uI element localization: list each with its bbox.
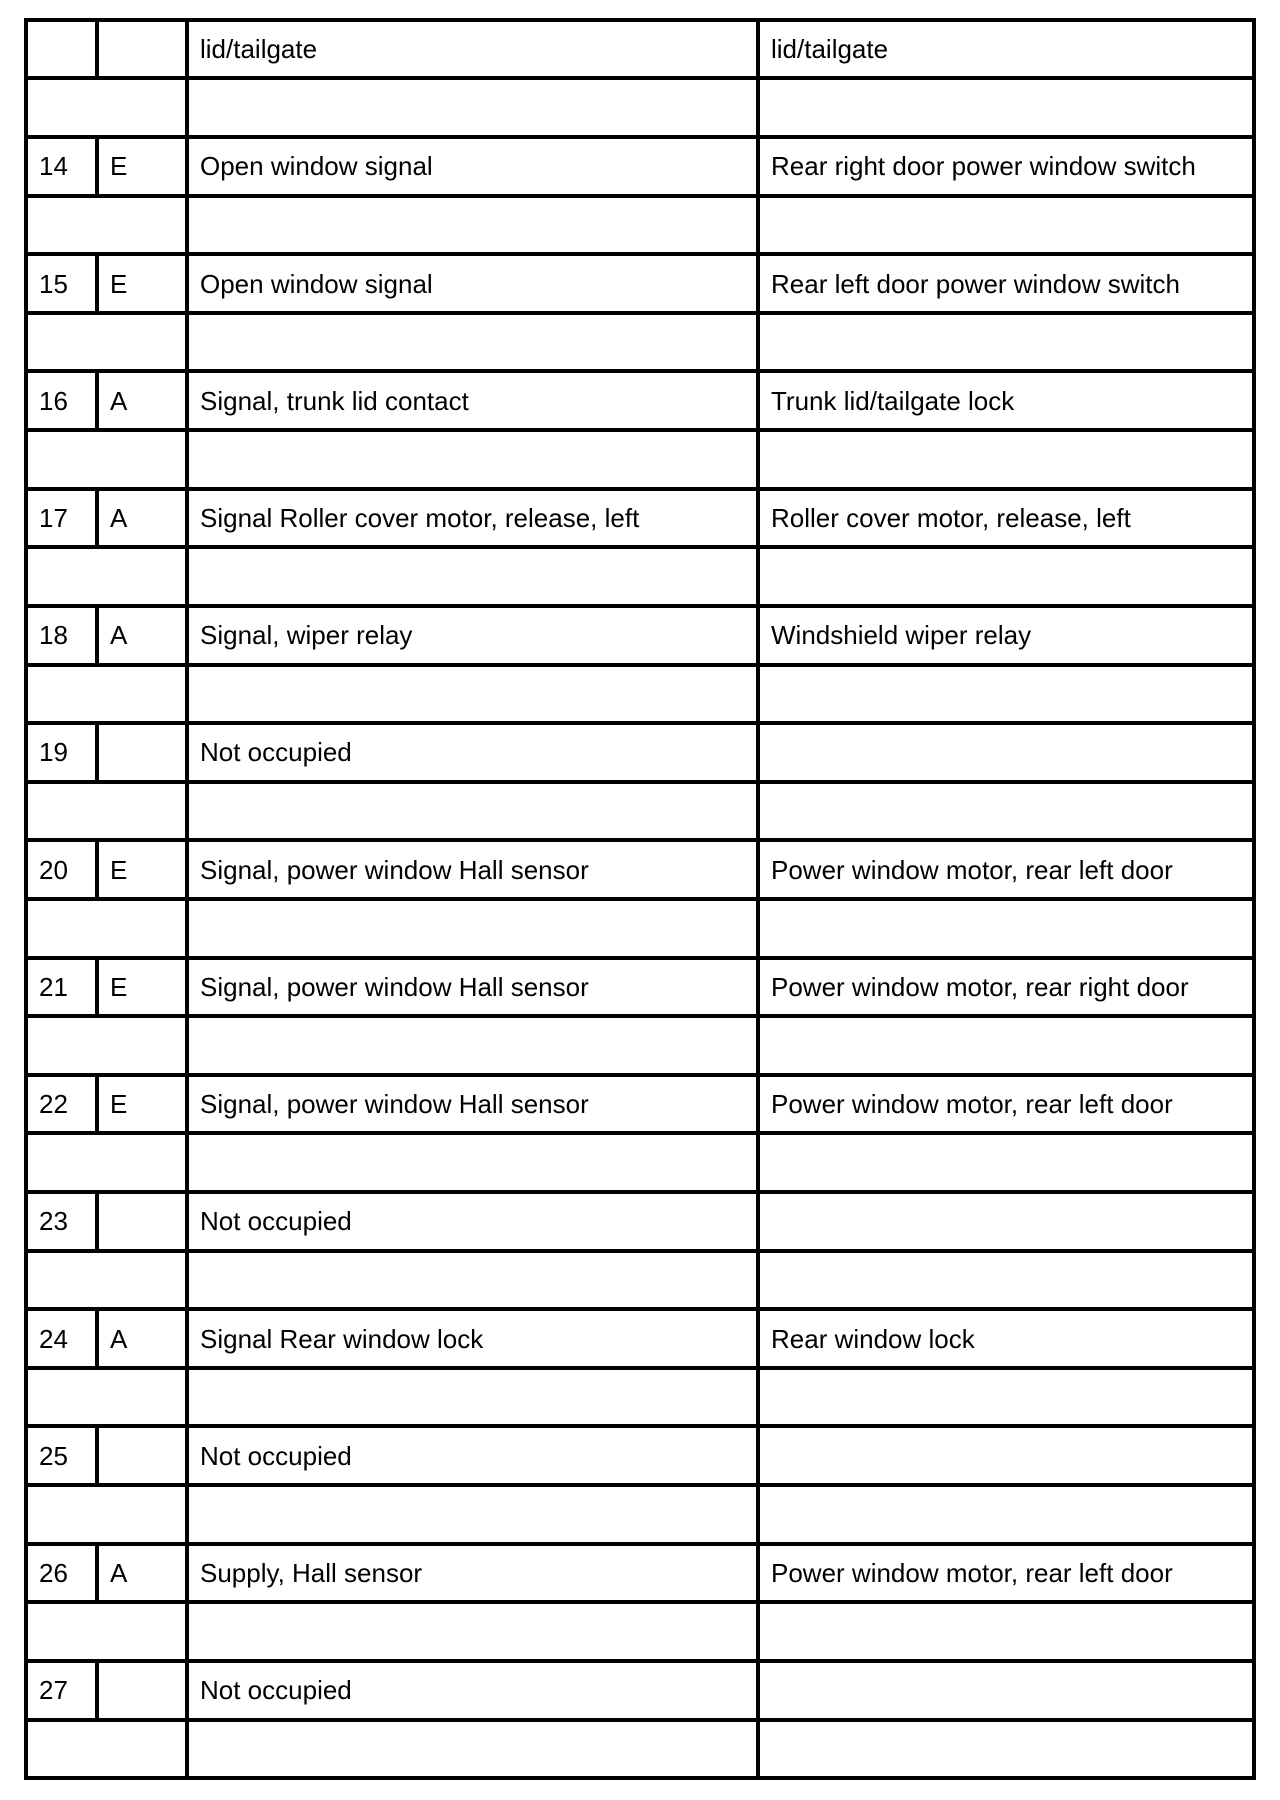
- pin-row: [28, 22, 1252, 78]
- empty-cell: [187, 313, 758, 372]
- spacer-row: [28, 1133, 1252, 1192]
- spacer-row: [28, 899, 1252, 958]
- pin-number-cell: 15: [28, 254, 97, 313]
- pin-number-cell: 18: [28, 606, 97, 665]
- empty-cell: [758, 1368, 1252, 1427]
- component-cell: Power window motor, rear left door: [758, 840, 1252, 899]
- empty-cell: [758, 196, 1252, 255]
- signal-description-cell: Signal Rear window lock: [187, 1309, 758, 1368]
- signal-description-cell: Open window signal: [187, 254, 758, 313]
- empty-cell: [28, 1485, 187, 1544]
- spacer-row: [28, 665, 1252, 724]
- empty-cell: [758, 1602, 1252, 1661]
- signal-direction-cell: [97, 1192, 187, 1251]
- signal-description-cell: lid/tailgate: [187, 22, 758, 78]
- pin-number-cell: 27: [28, 1661, 97, 1720]
- signal-direction-cell: [97, 22, 187, 78]
- signal-direction-cell: [97, 1426, 187, 1485]
- component-cell: Trunk lid/tailgate lock: [758, 371, 1252, 430]
- empty-cell: [758, 313, 1252, 372]
- signal-direction-cell: [97, 723, 187, 782]
- pin-number-cell: 17: [28, 489, 97, 548]
- pin-row: [28, 606, 1252, 665]
- signal-description-cell: Not occupied: [187, 723, 758, 782]
- pin-number-cell: 26: [28, 1544, 97, 1603]
- spacer-row: [28, 1016, 1252, 1075]
- signal-description-cell: Not occupied: [187, 1192, 758, 1251]
- pin-row: [28, 254, 1252, 313]
- pin-row: [28, 137, 1252, 196]
- component-cell: [758, 1192, 1252, 1251]
- pin-row: [28, 1426, 1252, 1485]
- spacer-row: [28, 430, 1252, 489]
- empty-cell: [187, 1720, 758, 1777]
- empty-cell: [28, 313, 187, 372]
- signal-description-cell: Not occupied: [187, 1426, 758, 1485]
- spacer-row: [28, 782, 1252, 841]
- pin-table-body: [28, 22, 1252, 1776]
- signal-direction-cell: A: [97, 1544, 187, 1603]
- pin-number-cell: 24: [28, 1309, 97, 1368]
- pin-row: [28, 371, 1252, 430]
- empty-cell: [28, 899, 187, 958]
- component-cell: Rear window lock: [758, 1309, 1252, 1368]
- spacer-row: [28, 1251, 1252, 1310]
- empty-cell: [187, 196, 758, 255]
- empty-cell: [187, 78, 758, 137]
- pin-number-cell: 22: [28, 1075, 97, 1134]
- component-cell: lid/tailgate: [758, 22, 1252, 78]
- pin-number-cell: 21: [28, 958, 97, 1017]
- spacer-row: [28, 196, 1252, 255]
- empty-cell: [758, 665, 1252, 724]
- pin-row: [28, 489, 1252, 548]
- signal-direction-cell: A: [97, 606, 187, 665]
- empty-cell: [187, 665, 758, 724]
- signal-direction-cell: E: [97, 1075, 187, 1134]
- pin-number-cell: 23: [28, 1192, 97, 1251]
- signal-description-cell: Not occupied: [187, 1661, 758, 1720]
- pin-assignment-table: [28, 22, 1252, 1776]
- empty-cell: [187, 1602, 758, 1661]
- empty-cell: [758, 899, 1252, 958]
- spacer-row: [28, 1602, 1252, 1661]
- signal-description-cell: Signal, power window Hall sensor: [187, 840, 758, 899]
- empty-cell: [187, 1368, 758, 1427]
- pin-row: [28, 1544, 1252, 1603]
- empty-cell: [758, 547, 1252, 606]
- empty-cell: [187, 1485, 758, 1544]
- signal-direction-cell: E: [97, 254, 187, 313]
- component-cell: Windshield wiper relay: [758, 606, 1252, 665]
- empty-cell: [758, 1485, 1252, 1544]
- pin-number-cell: 19: [28, 723, 97, 782]
- pin-number-cell: [28, 22, 97, 78]
- signal-description-cell: Signal Roller cover motor, release, left: [187, 489, 758, 548]
- signal-description-cell: Signal, power window Hall sensor: [187, 1075, 758, 1134]
- empty-cell: [28, 1016, 187, 1075]
- signal-description-cell: Signal, power window Hall sensor: [187, 958, 758, 1017]
- empty-cell: [758, 1016, 1252, 1075]
- empty-cell: [187, 430, 758, 489]
- signal-direction-cell: [97, 1661, 187, 1720]
- spacer-row: [28, 547, 1252, 606]
- component-cell: [758, 723, 1252, 782]
- component-cell: Rear left door power window switch: [758, 254, 1252, 313]
- spacer-row: [28, 313, 1252, 372]
- signal-description-cell: Supply, Hall sensor: [187, 1544, 758, 1603]
- component-cell: [758, 1426, 1252, 1485]
- component-cell: Roller cover motor, release, left: [758, 489, 1252, 548]
- empty-cell: [28, 547, 187, 606]
- empty-cell: [28, 1133, 187, 1192]
- signal-direction-cell: A: [97, 489, 187, 548]
- pin-row: [28, 1075, 1252, 1134]
- empty-cell: [28, 430, 187, 489]
- pin-row: [28, 840, 1252, 899]
- pin-assignment-sheet: [24, 18, 1256, 1780]
- spacer-row: [28, 1720, 1252, 1777]
- empty-cell: [187, 547, 758, 606]
- signal-direction-cell: A: [97, 371, 187, 430]
- empty-cell: [187, 782, 758, 841]
- empty-cell: [28, 1720, 187, 1777]
- empty-cell: [758, 782, 1252, 841]
- empty-cell: [28, 1251, 187, 1310]
- empty-cell: [28, 1368, 187, 1427]
- spacer-row: [28, 78, 1252, 137]
- pin-number-cell: 16: [28, 371, 97, 430]
- empty-cell: [758, 1133, 1252, 1192]
- signal-direction-cell: E: [97, 958, 187, 1017]
- spacer-row: [28, 1485, 1252, 1544]
- pin-number-cell: 14: [28, 137, 97, 196]
- empty-cell: [758, 1251, 1252, 1310]
- empty-cell: [758, 1720, 1252, 1777]
- pin-row: [28, 1309, 1252, 1368]
- empty-cell: [187, 1133, 758, 1192]
- spacer-row: [28, 1368, 1252, 1427]
- empty-cell: [28, 1602, 187, 1661]
- signal-description-cell: Signal, trunk lid contact: [187, 371, 758, 430]
- component-cell: Rear right door power window switch: [758, 137, 1252, 196]
- signal-description-cell: Open window signal: [187, 137, 758, 196]
- signal-direction-cell: E: [97, 840, 187, 899]
- pin-row: [28, 723, 1252, 782]
- component-cell: [758, 1661, 1252, 1720]
- signal-direction-cell: E: [97, 137, 187, 196]
- empty-cell: [28, 78, 187, 137]
- empty-cell: [187, 1251, 758, 1310]
- empty-cell: [187, 899, 758, 958]
- empty-cell: [758, 430, 1252, 489]
- component-cell: Power window motor, rear left door: [758, 1544, 1252, 1603]
- empty-cell: [28, 665, 187, 724]
- signal-description-cell: Signal, wiper relay: [187, 606, 758, 665]
- pin-row: [28, 1661, 1252, 1720]
- empty-cell: [28, 196, 187, 255]
- component-cell: Power window motor, rear right door: [758, 958, 1252, 1017]
- signal-direction-cell: A: [97, 1309, 187, 1368]
- empty-cell: [187, 1016, 758, 1075]
- empty-cell: [758, 78, 1252, 137]
- pin-row: [28, 958, 1252, 1017]
- empty-cell: [28, 782, 187, 841]
- pin-number-cell: 25: [28, 1426, 97, 1485]
- component-cell: Power window motor, rear left door: [758, 1075, 1252, 1134]
- pin-row: [28, 1192, 1252, 1251]
- pin-number-cell: 20: [28, 840, 97, 899]
